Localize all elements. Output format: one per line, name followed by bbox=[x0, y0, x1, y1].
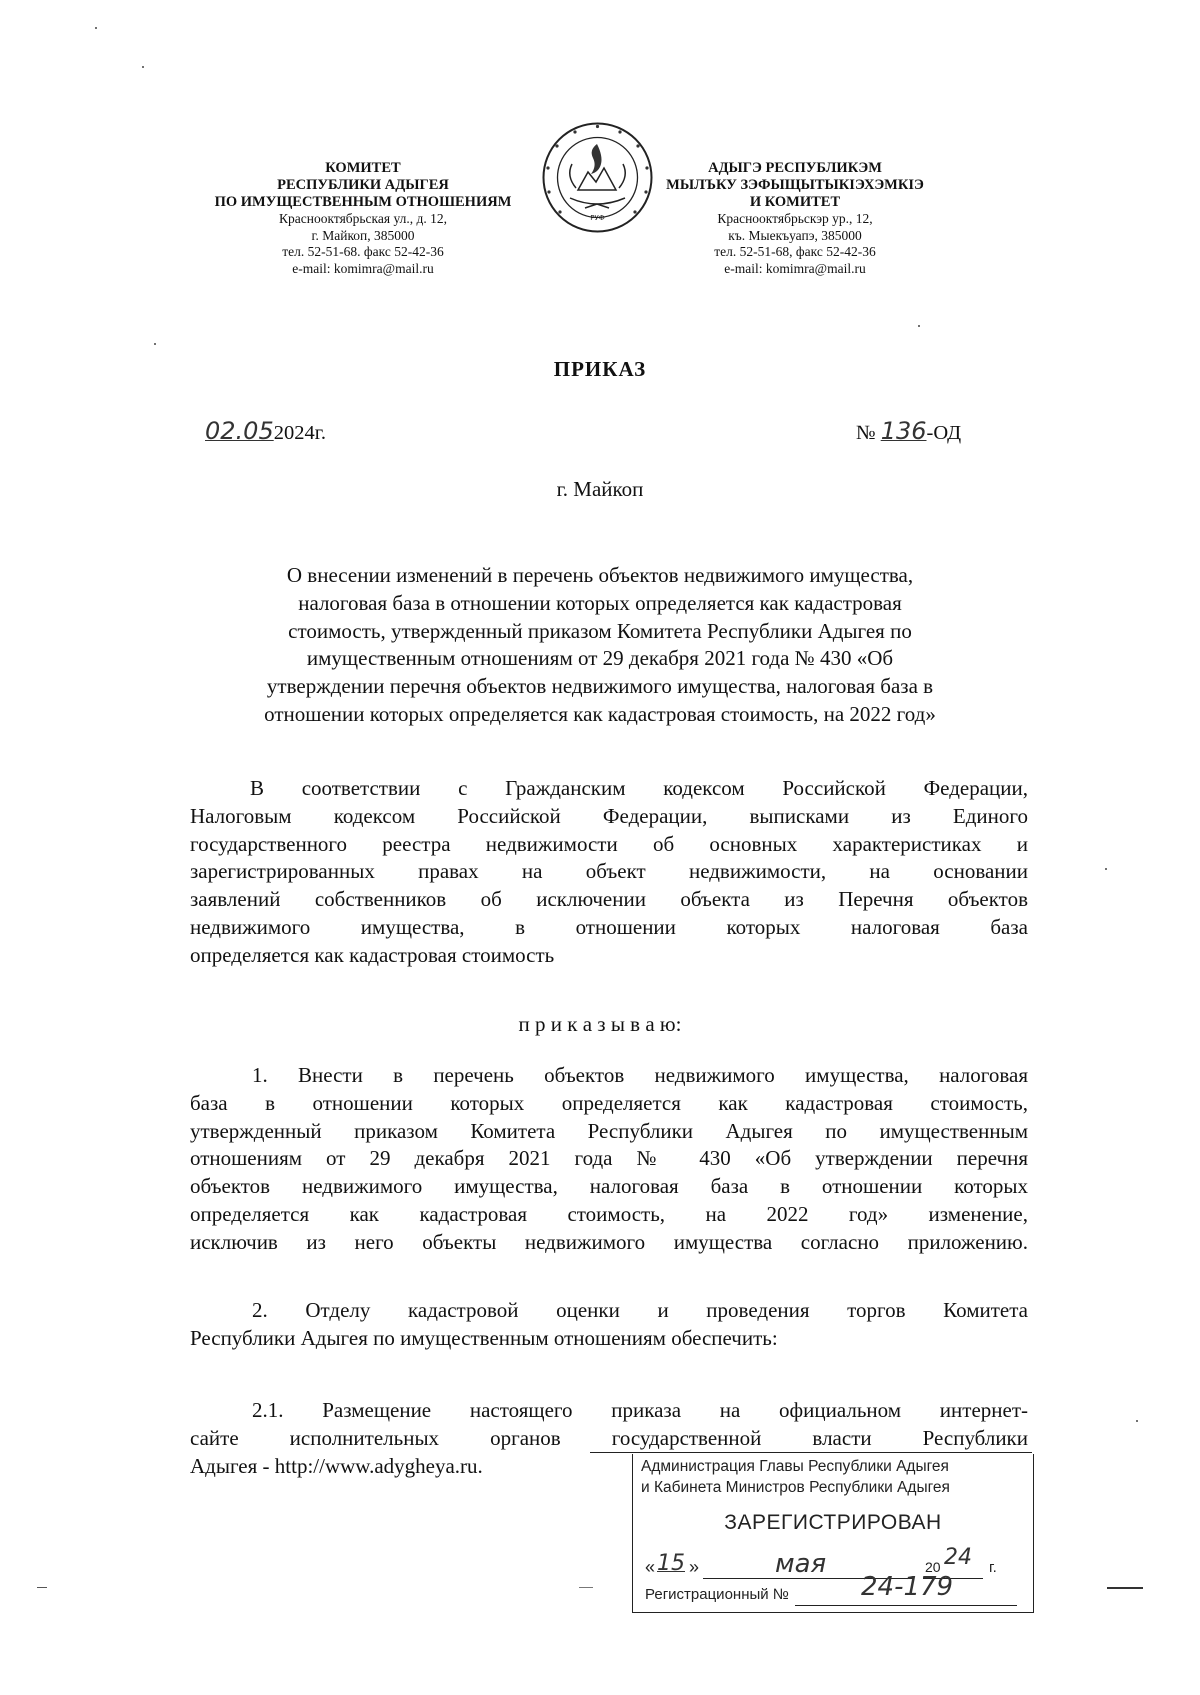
subject-line: отношении которых определяется как кадастровая стоимость, на 2022 год» bbox=[264, 701, 936, 726]
stamp-date-row: « 15 » мая 20 24 г. bbox=[645, 1545, 997, 1579]
item2-line: Республики Адыгея по имущественным отношениям обеспечить: bbox=[190, 1325, 778, 1350]
subject-line: стоимость, утвержденный приказом Комитета Республики Адыгея по bbox=[288, 618, 912, 643]
item1-line: определяется как кадастровая стоимость, на 2022 год» изменение, bbox=[190, 1201, 1028, 1226]
scan-speck bbox=[95, 27, 97, 29]
scan-mark bbox=[37, 1587, 47, 1588]
item1-line: утвержденный приказом Комитета Республики Адыгея по имущественным bbox=[190, 1118, 1028, 1143]
header-right bbox=[645, 160, 945, 277]
preamble bbox=[190, 775, 1028, 970]
header-left-phone: тел. 52-51-68. факс 52-42-36 bbox=[282, 244, 444, 259]
scan-speck bbox=[142, 66, 144, 68]
item21-line: сайте исполнительных органов государственной власти Республики bbox=[190, 1425, 1028, 1450]
header-right-email: e-mail: komimra@mail.ru bbox=[724, 260, 866, 276]
city: г. Майкоп bbox=[556, 477, 644, 501]
order-number bbox=[856, 417, 961, 445]
item21-line: Адыгея - http://www.adygheya.ru. bbox=[190, 1453, 483, 1478]
stamp-year-unit: г. bbox=[989, 1559, 997, 1576]
header-right-address2: къ. Мыекъуапэ, 385000 bbox=[728, 227, 862, 243]
coat-of-arms-adygea-icon bbox=[540, 120, 655, 235]
subject-line: налоговая база в отношении которых определяется как кадастровая bbox=[298, 590, 902, 615]
stamp-line2: и Кабинета Министров Республики Адыгея bbox=[641, 1479, 950, 1496]
number-suffix: -ОД bbox=[926, 422, 962, 444]
order-item-1 bbox=[190, 1062, 1028, 1257]
preamble-line: государственного реестра недвижимости об основных характеристиках и bbox=[190, 831, 1028, 856]
stamp-month: мая bbox=[775, 1549, 827, 1579]
svg-text:РУФ: РУФ bbox=[590, 214, 605, 222]
scan-mark bbox=[1107, 1587, 1143, 1589]
header-right-line3: И КОМИТЕТ bbox=[749, 194, 841, 210]
registration-stamp bbox=[632, 1454, 1034, 1613]
scan-speck bbox=[1105, 868, 1107, 870]
number-handwritten: 136 bbox=[880, 417, 927, 445]
subject-line: имущественным отношениям от 29 декабря 2021 года № 430 «Об bbox=[306, 646, 894, 671]
header-left-line2: РЕСПУБЛИКИ АДЫГЕЯ bbox=[277, 177, 449, 193]
date-year: 2024г. bbox=[273, 422, 326, 444]
header-left-address2: г. Майкоп, 385000 bbox=[311, 227, 415, 243]
stamp-year-prefix: 20 bbox=[925, 1559, 941, 1575]
stamp-day: 15 bbox=[657, 1551, 685, 1576]
stamp-reg-number: 24-179 bbox=[861, 1572, 954, 1602]
subject-line: утверждении перечня объектов недвижимого имущества, налоговая база в bbox=[266, 674, 934, 699]
item1-line: исключив из него объекты недвижимого имущества согласно приложению. bbox=[190, 1229, 1028, 1254]
scan-speck bbox=[154, 343, 156, 345]
order-date bbox=[205, 417, 326, 445]
stamp-reg-label: Регистрационный № bbox=[645, 1586, 789, 1603]
header-right-line1: АДЫГЭ РЕСПУБЛИКЭМ bbox=[708, 160, 882, 176]
scan-speck bbox=[1136, 1420, 1138, 1422]
scan-mark bbox=[579, 1587, 593, 1588]
item1-line: отношениям от 29 декабря 2021 года № 430 «Об утверждении перечня bbox=[190, 1146, 1028, 1171]
preamble-line: заявлений собственников об исключении объекта из Перечня объектов bbox=[190, 887, 1028, 912]
header-left-line3: ПО ИМУЩЕСТВЕННЫМ ОТНОШЕНИЯМ bbox=[214, 194, 512, 210]
header-left-address1: Краснооктябрьская ул., д. 12, bbox=[279, 211, 447, 226]
header-right-address1: Краснооктябрьскэр ур., 12, bbox=[717, 211, 873, 226]
document-title: ПРИКАЗ bbox=[553, 357, 647, 381]
header-left bbox=[180, 160, 546, 277]
subject-line: О внесении изменений в перечень объектов недвижимого имущества, bbox=[286, 563, 914, 587]
stamp-line1: Администрация Главы Республики Адыгея bbox=[641, 1458, 949, 1475]
preamble-line: Налоговым кодексом Российской Федерации, выписками из Единого bbox=[190, 803, 1028, 828]
header-left-line1: КОМИТЕТ bbox=[325, 160, 401, 176]
item2-line: 2. Отделу кадастровой оценки и проведения торгов Комитета bbox=[252, 1298, 1028, 1322]
item1-line: объектов недвижимого имущества, налоговая база в отношении которых bbox=[190, 1174, 1028, 1199]
stamp-status: ЗАРЕГИСТРИРОВАН bbox=[724, 1511, 942, 1534]
preamble-line: В соответствии с Гражданским кодексом Российской Федерации, bbox=[250, 776, 1028, 800]
order-subject bbox=[180, 562, 1020, 729]
item1-line: 1. Внести в перечень объектов недвижимого имущества, налоговая bbox=[252, 1063, 1028, 1087]
number-prefix: № bbox=[856, 422, 876, 444]
header-right-line2: МЫЛЪКУ ЗЭФЫЩЫТЫКIЭХЭМКIЭ bbox=[666, 177, 924, 193]
preamble-line: определяется как кадастровая стоимость bbox=[190, 942, 555, 967]
stamp-year-suffix: 24 bbox=[944, 1545, 972, 1570]
scan-speck bbox=[918, 325, 920, 327]
order-word: п р и к а з ы в а ю: bbox=[518, 1012, 682, 1036]
item1-line: база в отношении которых определяется как кадастровая стоимость, bbox=[190, 1090, 1028, 1115]
preamble-line: недвижимого имущества, в отношении которых налоговая база bbox=[190, 914, 1028, 939]
order-item-2 bbox=[190, 1297, 1028, 1353]
header-right-phone: тел. 52-51-68, факс 52-42-36 bbox=[714, 244, 876, 259]
header-left-email: e-mail: komimra@mail.ru bbox=[292, 260, 434, 276]
date-handwritten: 02.05 bbox=[205, 417, 274, 445]
item21-line: 2.1. Размещение настоящего приказа на официальном интернет- bbox=[252, 1398, 1028, 1422]
stamp-top-border bbox=[590, 1452, 1032, 1453]
preamble-line: зарегистрированных правах на объект недвижимости, на основании bbox=[190, 859, 1028, 884]
